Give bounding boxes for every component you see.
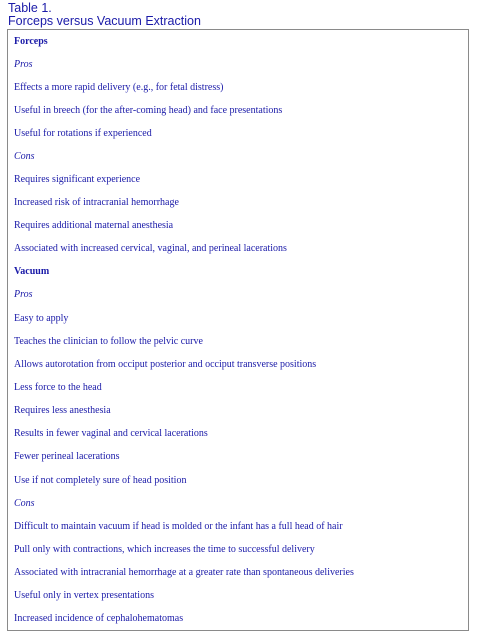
table-item: Increased risk of intracranial hemorrhage — [14, 197, 179, 208]
table-item: Easy to apply — [14, 313, 69, 324]
table-item: Use if not completely sure of head position — [14, 475, 187, 486]
comparison-table — [7, 29, 469, 631]
table-item: Difficult to maintain vacuum if head is molded or the infant has a full head of hair — [14, 521, 343, 532]
table-item: Fewer perineal lacerations — [14, 451, 120, 462]
table-item: Useful only in vertex presentations — [14, 590, 154, 601]
table-item: Results in fewer vaginal and cervical lacerations — [14, 428, 208, 439]
table-item: Teaches the clinician to follow the pelvic curve — [14, 336, 203, 347]
section-heading: Forceps — [14, 36, 48, 47]
table-number: Table 1. — [8, 1, 52, 15]
subsection-label: Cons — [14, 151, 35, 162]
table-item: Increased incidence of cephalohematomas — [14, 613, 184, 624]
subsection-label: Cons — [14, 498, 35, 509]
table-item: Pull only with contractions, which increases the time to successful delivery — [14, 544, 315, 555]
table-item: Useful for rotations if experienced — [14, 128, 152, 139]
subsection-label: Pros — [14, 289, 33, 300]
table-item: Useful in breech (for the after-coming head) and face presentations — [14, 105, 283, 116]
table-item: Associated with increased cervical, vaginal, and perineal lacerations — [14, 243, 287, 254]
subsection-label: Pros — [14, 59, 33, 70]
table-caption — [8, 2, 201, 28]
table-item: Associated with intracranial hemorrhage at a greater rate than spontaneous deliveries — [14, 567, 354, 578]
table-item: Effects a more rapid delivery (e.g., for fetal distress) — [14, 82, 224, 93]
table-item: Less force to the head — [14, 382, 102, 393]
table-item: Allows autorotation from occiput posterior and occiput transverse positions — [14, 359, 317, 370]
table-title: Forceps versus Vacuum Extraction — [8, 14, 201, 28]
table-item: Requires less anesthesia — [14, 405, 111, 416]
table-item: Requires significant experience — [14, 174, 141, 185]
section-heading: Vacuum — [14, 266, 50, 277]
table-item: Requires additional maternal anesthesia — [14, 220, 174, 231]
